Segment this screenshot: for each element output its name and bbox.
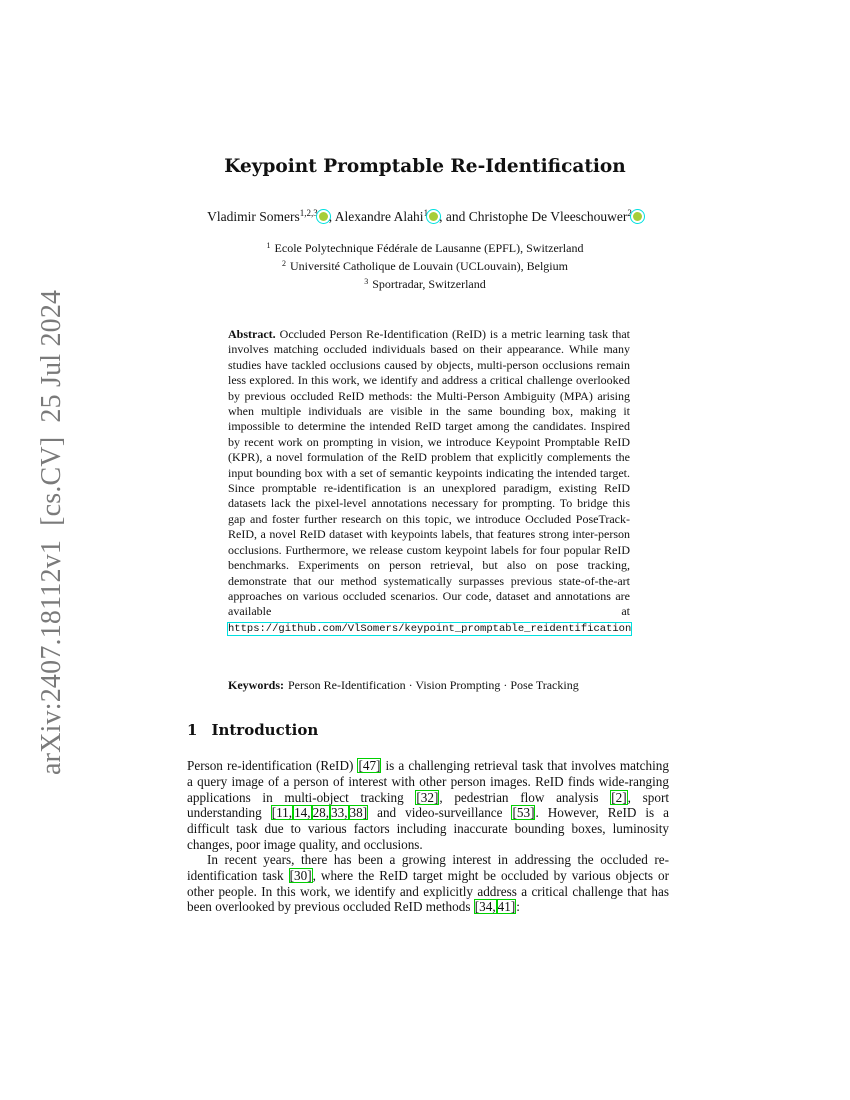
text-run: and video-surveillance <box>368 805 512 821</box>
orcid-icon[interactable] <box>319 212 328 221</box>
citation-link[interactable]: 38] <box>349 805 368 821</box>
intro-paragraph-1 <box>187 758 669 853</box>
text-run: : <box>516 899 520 915</box>
author-separator: , <box>328 209 335 224</box>
text-run: is a challenging retrieval task that involves matching a query image of a person of interest with other person images. ReID finds wide-ranging applications in multi-object tracking <box>187 758 669 805</box>
arxiv-category: [cs.CV] <box>36 436 67 526</box>
keywords-text: Person Re-Identification · Vision Prompting · Pose Tracking <box>288 678 579 692</box>
author-list <box>0 208 850 225</box>
affiliation-text: Sportradar, Switzerland <box>372 277 486 291</box>
author-affil-sup: 1 <box>423 208 429 218</box>
abstract <box>228 327 630 637</box>
citation-link[interactable]: [53] <box>512 805 535 821</box>
citation-link[interactable]: [2] <box>611 789 627 805</box>
affiliation-text: Université Catholique de Louvain (UCLouvain), Belgium <box>290 259 568 273</box>
citation-link[interactable]: 33, <box>331 805 348 821</box>
text-run: In recent years, there has been a growing interest in addressing the occluded re-identification task <box>187 852 669 883</box>
author-affil-sup: 1,2,3 <box>299 208 318 218</box>
author-name: Alexandre Alahi <box>334 209 424 224</box>
abstract-label: Abstract. <box>228 327 276 341</box>
author-name: Christophe De Vleeschouwer <box>468 209 628 224</box>
section-heading <box>187 721 318 739</box>
keywords-label: Keywords: <box>228 678 284 692</box>
arxiv-date: 25 Jul 2024 <box>36 289 67 423</box>
text-run: Person re-identification (ReID) <box>187 758 358 773</box>
citation-link[interactable]: 14, <box>294 805 311 821</box>
abstract-text: Occluded Person Re-Identification (ReID) is a metric learning task that involves matching occluded individuals based on their appearance. While many studies have tackled occlusions caused by objects, multi-person occlusions remain less explored. In this work, we identify and address a critical challenge overlooked by previous occluded ReID methods: the Multi-Person Ambiguity (MPA) arising when multiple individuals are visible in the same bounding box, making it impossible to determine the intended ReID target among the candidates. Inspired by recent work on prompting in vision, we introduce Keypoint Promptable ReID (KPR), a novel formulation of the ReID problem that explicitly complements the input bounding box with a set of semantic keypoints indicating the intended target. Since promptable re-identification is an unexplored paradigm, existing ReID datasets lack the pixel-level annotations necessary for prompting. To bridge this gap and foster further research on this topic, we introduce Occluded PoseTrack-ReID, a novel ReID dataset with keypoints labels, that features strong inter-person occlusions. Furthermore, we release custom keypoint labels for four popular ReID benchmarks. Experiments on person retrieval, but also on pose tracking, demonstrate that our method systematically surpasses previous state-of-the-art approaches on various occluded scenarios. Our code, dataset and annotations are available at <box>228 327 630 619</box>
citation-link[interactable]: [47] <box>358 758 381 773</box>
text-run: , where the ReID target might be occluded by various objects or other people. In this work, we identify and explicitly address a critical challenge that has been overlooked by previous occluded ReID methods <box>187 867 669 915</box>
paper-title: Keypoint Promptable Re-Identification <box>224 156 626 177</box>
citation-link[interactable]: [11, <box>271 805 293 821</box>
affiliation-sup: 2 <box>282 259 287 268</box>
author-separator: , and <box>439 209 469 224</box>
citation-link[interactable]: [32] <box>416 789 439 805</box>
affiliation-text: Ecole Polytechnique Fédérale de Lausanne (EPFL), Switzerland <box>274 241 584 255</box>
code-url-link[interactable]: https://github.com/VlSomers/keypoint_promptable_reidentification <box>228 622 632 635</box>
orcid-icon[interactable] <box>633 212 642 221</box>
author-affil-sup: 2 <box>627 208 632 218</box>
intro-paragraph-2 <box>187 852 669 915</box>
citation-link[interactable]: [34, <box>474 899 496 915</box>
affiliation-sup: 1 <box>266 241 271 250</box>
author-name: Vladimir Somers <box>207 209 300 224</box>
text-run: , sport understanding <box>187 789 669 821</box>
arxiv-id: arXiv:2407.18112v1 <box>36 539 67 775</box>
orcid-icon[interactable] <box>429 212 438 221</box>
affiliation-line <box>0 238 850 256</box>
citation-link[interactable]: [30] <box>289 867 312 883</box>
text-run: . However, ReID is a difficult task due to various factors including inaccurate bounding boxes, luminosity changes, poor image quality, and occlusions. <box>187 805 669 852</box>
affiliations <box>0 238 850 292</box>
text-run: , pedestrian flow analysis <box>439 789 611 805</box>
arxiv-stamp <box>36 276 68 775</box>
section-title: Introduction <box>211 721 319 739</box>
section-number: 1 <box>187 721 198 739</box>
keywords <box>228 678 648 693</box>
affiliation-line <box>0 256 850 274</box>
affiliation-line <box>0 274 850 292</box>
citation-link[interactable]: 41] <box>497 899 516 915</box>
affiliation-sup: 3 <box>364 277 369 286</box>
citation-link[interactable]: 28, <box>312 805 330 821</box>
